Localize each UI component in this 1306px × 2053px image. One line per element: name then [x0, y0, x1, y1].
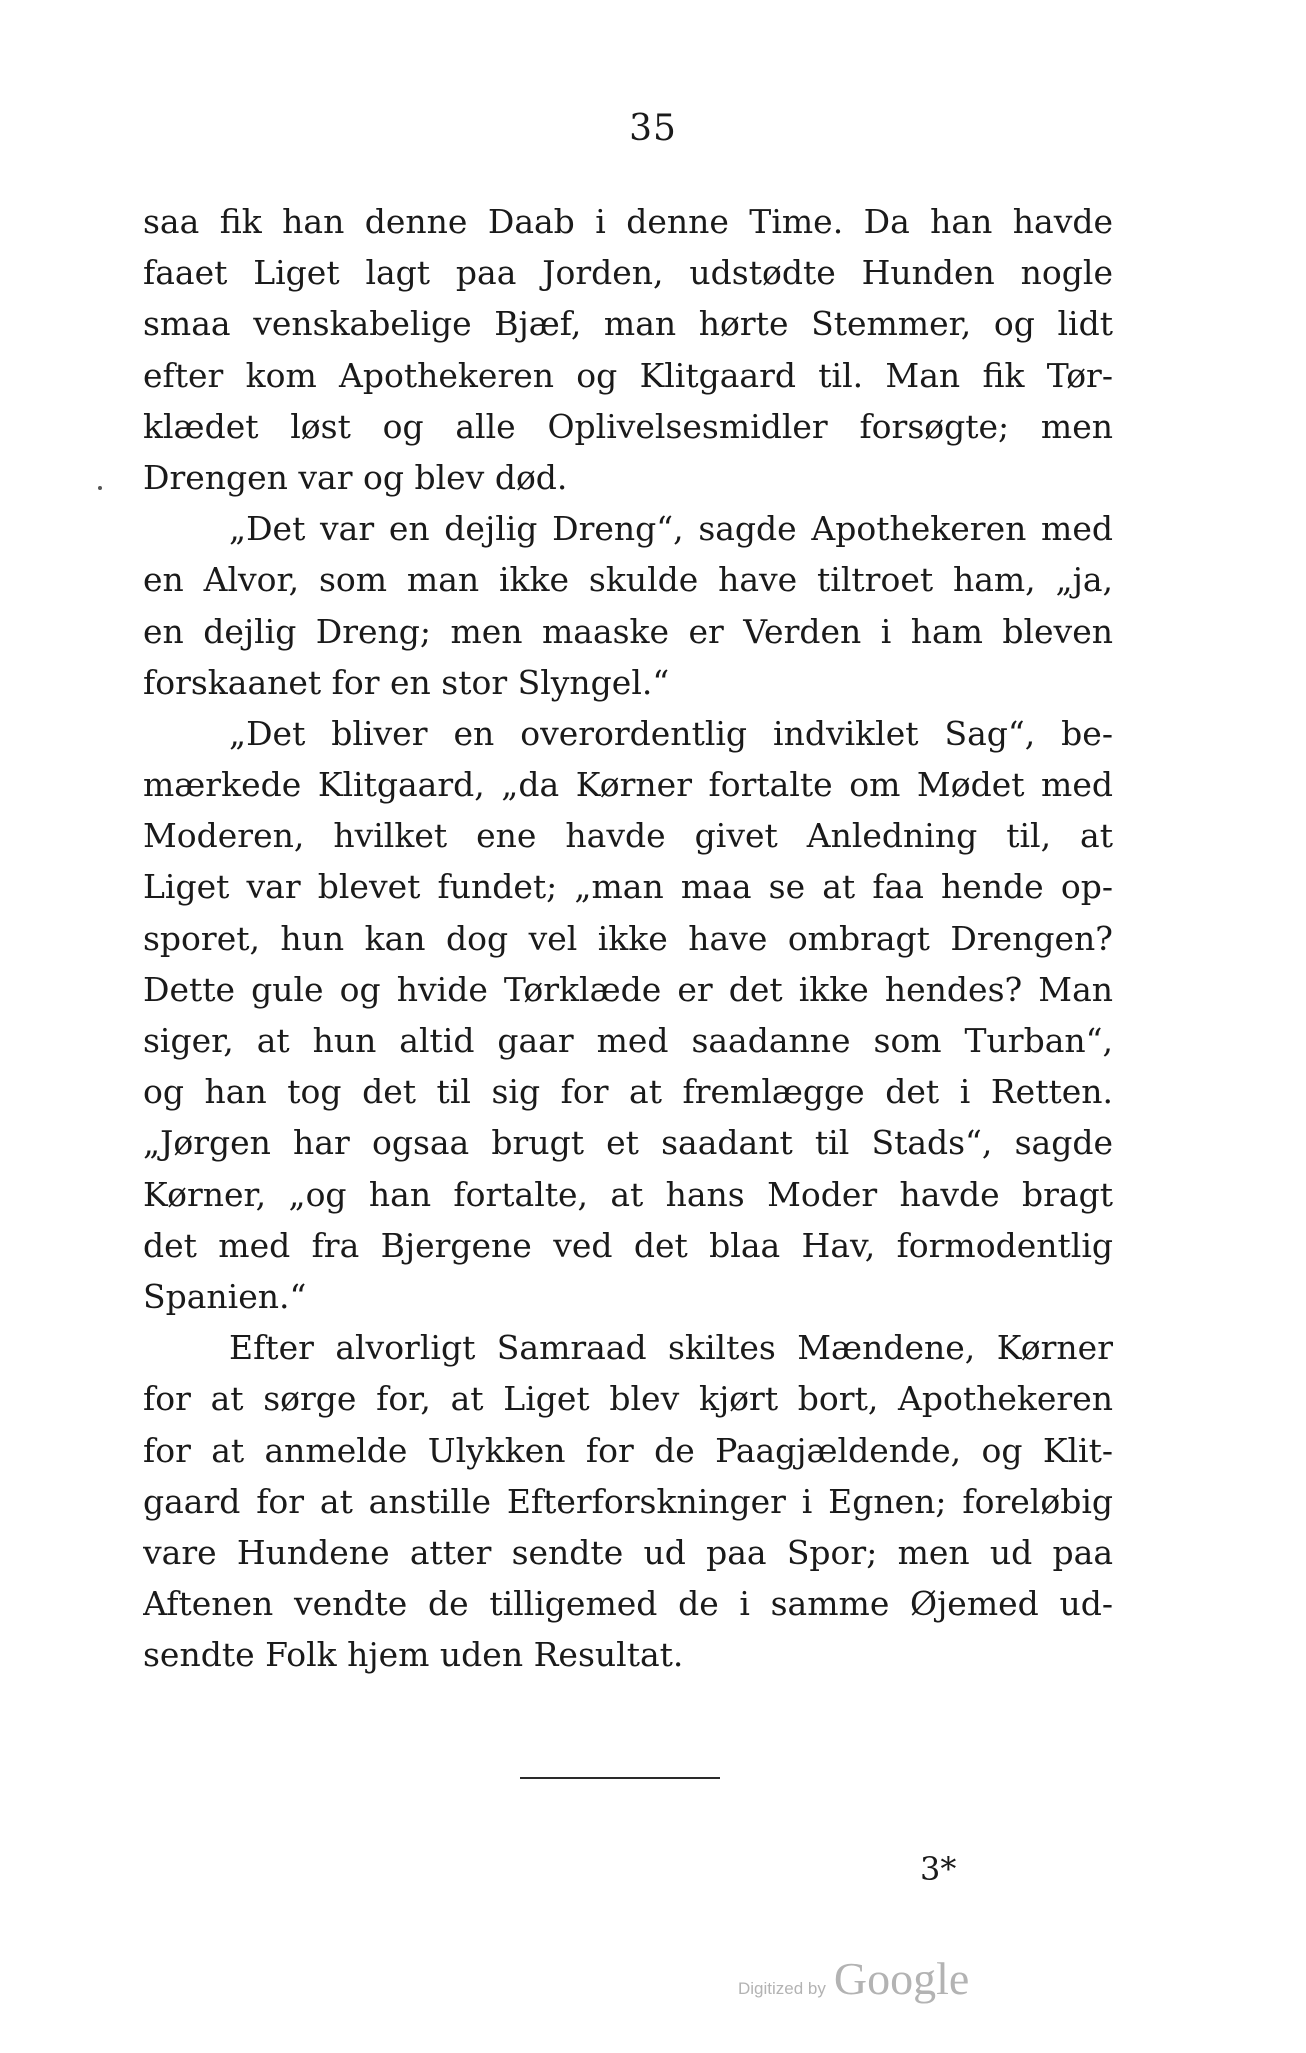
text-line: saa fik han denne Daab i denne Time. Da han havde — [143, 202, 1113, 241]
digitized-watermark — [738, 1952, 969, 2005]
section-divider — [520, 1777, 720, 1779]
text-line: Kørner, „og han fortalte, at hans Moder havde bragt — [143, 1174, 1113, 1214]
text-line: Aftenen vendte de tilligemed de i samme Øjemed ud- — [143, 1584, 1113, 1624]
watermark-prefix: Digitized by — [738, 1979, 826, 1998]
body-text — [143, 196, 1113, 1680]
text-line: mærkede Klitgaard, „da Kørner fortalte om Mødet med — [143, 765, 1113, 805]
text-line: Dette gule og hvide Tørklæde er det ikke hendes? Man — [143, 969, 1113, 1009]
text-line: klædet løst og alle Oplivelsesmidler forsøgte; men — [143, 406, 1113, 446]
text-line: en dejlig Dreng; men maaske er Verden i ham bleven — [143, 611, 1113, 651]
text-line: vare Hundene atter sendte ud paa Spor; men ud paa — [143, 1532, 1113, 1572]
text-line: Moderen, hvilket ene havde givet Anledning til, at — [143, 816, 1113, 856]
text-line: sendte Folk hjem uden Resultat. — [143, 1635, 684, 1675]
text-line: Drengen var og blev død. — [143, 457, 568, 497]
text-line: „Det var en dejlig Dreng“, sagde Apothekeren med — [229, 509, 1113, 549]
text-line: Liget var blevet fundet; „man maa se at faa hende op- — [143, 867, 1113, 907]
text-line: for at anmelde Ulykken for de Paagjældende, og Klit- — [143, 1430, 1113, 1470]
watermark-brand: Google — [833, 1953, 970, 2004]
text-line: siger, at hun altid gaar med saadanne som Turban“, — [143, 1021, 1113, 1060]
text-line: „Det bliver en overordentlig indviklet Sag“, be- — [229, 713, 1113, 753]
text-line: smaa venskabelige Bjæf, man hørte Stemmer, og lidt — [143, 304, 1113, 344]
text-line: efter kom Apothekeren og Klitgaard til. Man fik Tør- — [143, 355, 1113, 395]
text-line: gaard for at anstille Efterforskninger i Egnen; foreløbig — [143, 1481, 1113, 1521]
text-line: forskaanet for en stor Slyngel.“ — [143, 662, 670, 702]
text-line: faaet Liget lagt paa Jorden, udstødte Hunden nogle — [143, 253, 1113, 293]
text-line: og han tog det til sig for at fremlægge det i Retten. — [143, 1072, 1113, 1112]
signature-mark: 3* — [920, 1850, 957, 1888]
text-line: Efter alvorligt Samraad skiltes Mændene, Kørner — [229, 1328, 1113, 1368]
page-number: 35 — [629, 108, 677, 149]
text-line: sporet, hun kan dog vel ikke have ombragt Drengen? — [143, 918, 1113, 958]
margin-mark — [98, 486, 102, 490]
text-line: Spanien.“ — [143, 1276, 307, 1316]
text-line: en Alvor, som man ikke skulde have tiltroet ham, „ja, — [143, 560, 1113, 600]
text-line: for at sørge for, at Liget blev kjørt bort, Apothekeren — [143, 1379, 1113, 1419]
text-line: det med fra Bjergene ved det blaa Hav, formodentlig — [143, 1225, 1113, 1265]
text-line: „Jørgen har ogsaa brugt et saadant til Stads“, sagde — [143, 1123, 1113, 1163]
